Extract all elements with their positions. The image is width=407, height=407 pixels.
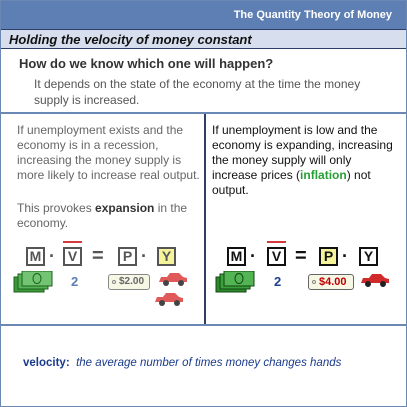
car-icon — [359, 272, 391, 288]
tag-hole-icon — [312, 280, 316, 284]
left-eq-v-box: V — [63, 247, 82, 266]
left-price: $2.00 — [119, 276, 145, 287]
left-explanation: If unemployment exists and the economy is in a recession, increasing the money supply is more likely to increase real output. — [17, 123, 200, 182]
divider-bottom — [1, 324, 406, 326]
divider-vertical — [204, 114, 206, 324]
answer-text: It depends on the state of the economy at the time the money supply is increased. — [34, 77, 361, 107]
right-text-post: ) not output. — [212, 168, 371, 197]
app-title: The Quantity Theory of Money — [233, 9, 392, 21]
right-explanation — [212, 123, 400, 198]
velocity-definition — [23, 357, 341, 369]
right-multiplier: 2 — [274, 274, 282, 289]
header-bar — [1, 1, 406, 29]
right-eq-equals: = — [295, 245, 307, 267]
left-eq-dot-1: · — [49, 246, 55, 266]
section-title: Holding the velocity of money constant — [9, 32, 252, 47]
question-text: How do we know which one will happen? — [19, 56, 274, 71]
money-stack-icon — [215, 271, 255, 297]
right-eq-dot-1: · — [250, 246, 256, 266]
car-icon — [153, 291, 185, 307]
right-eq-m-box: M — [227, 247, 246, 266]
left-multiplier: 2 — [71, 274, 79, 289]
tag-hole-icon — [112, 280, 116, 284]
car-icon — [157, 271, 189, 287]
right-eq-p-box: P — [319, 247, 338, 266]
section-bar — [1, 29, 406, 49]
velocity-description: the average number of times money changes hands — [76, 357, 342, 369]
left-velocity-bar — [63, 241, 82, 243]
left-expansion-note — [17, 201, 201, 231]
right-price-tag — [308, 274, 354, 290]
left-eq-equals: = — [92, 245, 104, 267]
left-eq-p-box: P — [118, 247, 137, 266]
right-price: $4.00 — [319, 276, 347, 288]
left-expansion-pre: This provokes — [17, 201, 96, 215]
right-eq-dot-2: · — [342, 246, 348, 266]
right-eq-v-box: V — [267, 247, 286, 266]
left-price-tag — [108, 274, 150, 290]
inflation-term: inflation — [300, 168, 347, 182]
velocity-term: velocity: — [23, 357, 70, 369]
left-expansion-post: in the economy. — [17, 201, 188, 230]
right-text-pre: If unemployment is low and the economy is expanding, increasing the money supply will only increase prices ( — [212, 123, 393, 182]
left-eq-y-box: Y — [157, 247, 176, 266]
left-eq-dot-2: · — [141, 246, 147, 266]
right-eq-y-box: Y — [359, 247, 378, 266]
money-stack-icon — [13, 271, 53, 297]
left-eq-m-box: M — [26, 247, 45, 266]
expansion-term: expansion — [95, 201, 155, 215]
right-velocity-bar — [267, 241, 286, 243]
